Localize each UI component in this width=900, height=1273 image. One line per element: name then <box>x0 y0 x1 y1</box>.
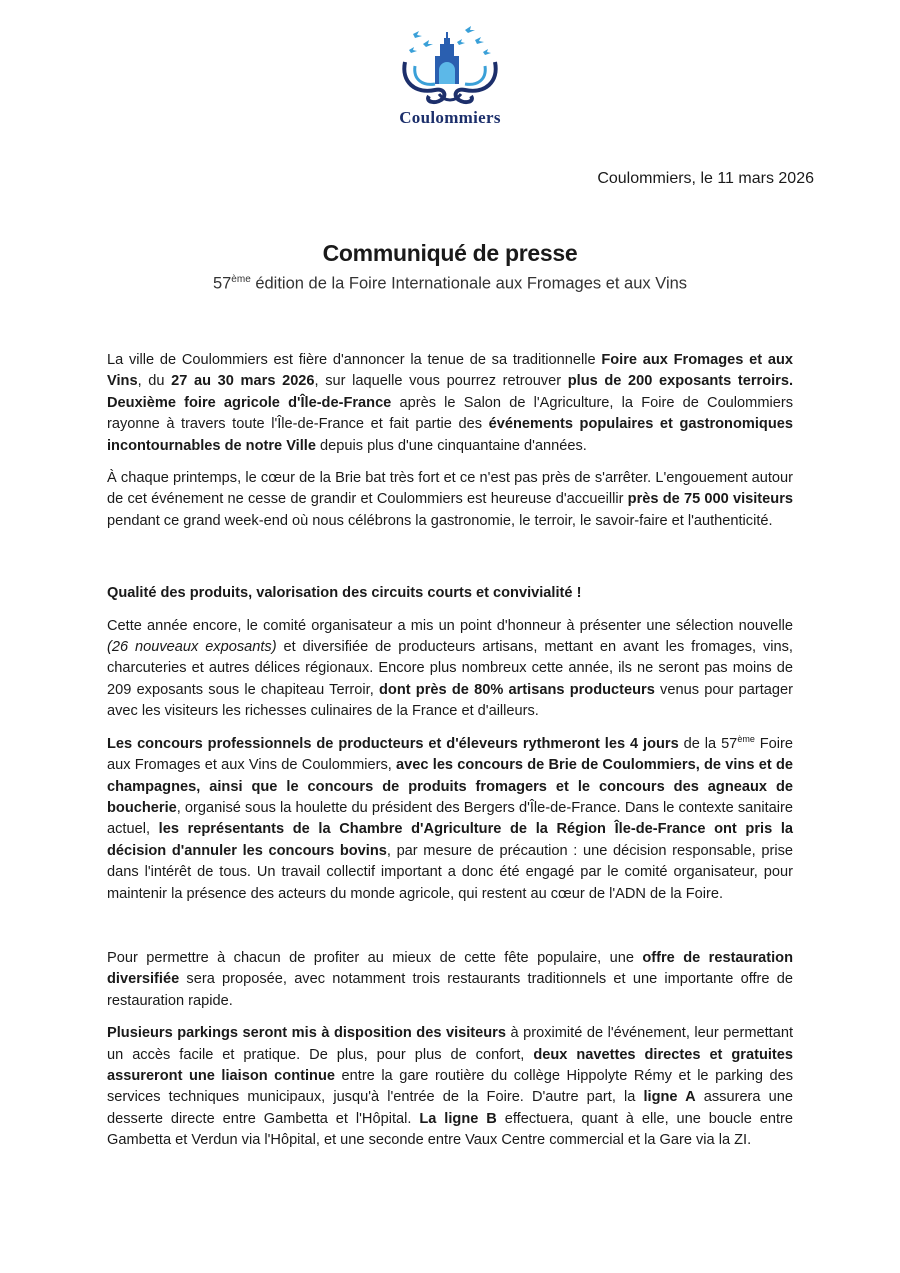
paragraph-intro: La ville de Coulommiers est fière d'annoncer la tenue de sa traditionnelle Foire aux Fromages et aux Vins, du 27 au 30 mars 2026, sur laquelle vous pourrez retrouver plus de 200 exposants terroirs. Deuxième foire agricole d'Île-de-France après le Salon de l'Agriculture, la Foire de Coulommiers rayonne à travers toute l'Île-de-France et fait partie des événements populaires et gastronomiques incontournables de notre Ville depuis plus d'une cinquantaine d'années. <box>107 352 794 454</box>
paragraph-selection: Cette année encore, le comité organisateur a mis un point d'honneur à présenter une sélection nouvelle (26 nouveaux exposants) et diversifiée de producteurs artisans, mettant en avant les fromages, vins, charcuteries et autres délices régionaux. Encore plus nombreux cette année, ils ne seront pas moins de 209 exposants sous le chapiteau Terroir, dont près de 80% artisans producteurs venus pour partager avec les visiteurs les richesses culinaires de la France et d'ailleurs. <box>107 617 793 720</box>
paragraph-visitors: À chaque printemps, le cœur de la Brie bat très fort et ce n'est pas près de s'arrêter. L'engouement autour de cet événement ne cesse de grandir et Coulommiers est heureuse d'accueillir près de 75 000 visiteurs pendant ce grand week-end où nous célébrons la gastronomie, le terroir, le savoir-faire et l'authenticité. <box>107 470 793 529</box>
subtitle-text: édition de la Foire Internationale aux Fromages et aux Vins <box>250 274 688 293</box>
page-subtitle <box>0 274 900 294</box>
paragraph-concours: Les concours professionnels de producteurs et d'éleveurs rythmeront les 4 jours de la 57ème Foire aux Fromages et aux Vins de Coulommiers, avec les concours de Brie de Coulommiers, de vins et de champagnes, ainsi que le concours de produits fromagers et le concours des agneaux de boucherie, organisé sous la houlette du président des Bergers d'Île-de-France. Dans le contexte sanitaire actuel, les représentants de la Chambre d'Agriculture de la Région Île-de-France ont pris la décision d'annuler les concours bovins, par mesure de précaution : une décision responsable, prise dans l'intérêt de tous. Un travail collectif important a donc été engagé par le comité organisateur, pour maintenir la présence des acteurs du monde agricole, qui restent au cœur de l'ADN de la Foire. <box>107 733 793 902</box>
coulommiers-logo-icon <box>395 22 505 110</box>
coulommiers-logo <box>380 22 520 134</box>
section-heading: Qualité des produits, valorisation des circuits courts et convivialité ! <box>107 585 582 602</box>
page-title: Communiqué de presse <box>322 240 578 266</box>
document-date: Coulommiers, le 11 mars 2026 <box>597 170 814 187</box>
logo-text: Coulommiers <box>399 108 501 127</box>
subtitle-number: 57 <box>212 274 232 293</box>
article-body <box>107 350 793 1163</box>
paragraph-transport: Plusieurs parkings seront mis à disposition des visiteurs à proximité de l'événement, leur permettant un accès facile et pratique. De plus, pour plus de confort, deux navettes directes et gratuites assureront une liaison continue entre la gare routière du collège Hippolyte Rémy et le parking des services techniques municipaux, jusqu'à l'entrée de la Foire. D'autre part, la ligne A assurera une desserte directe entre Gambetta et l'Hôpital. La ligne B effectuera, quant à elle, une boucle entre Gambetta et Verdun via l'Hôpital, et une seconde entre Vaux Centre commercial et la Gare via la ZI. <box>107 1025 794 1149</box>
paragraph-restauration: Pour permettre à chacun de profiter au mieux de cette fête populaire, une offre de restauration diversifiée sera proposée, avec notamment trois restaurants traditionnels et une importante offre de restauration rapide. <box>107 949 793 1009</box>
subtitle-superscript: ème <box>231 274 251 285</box>
